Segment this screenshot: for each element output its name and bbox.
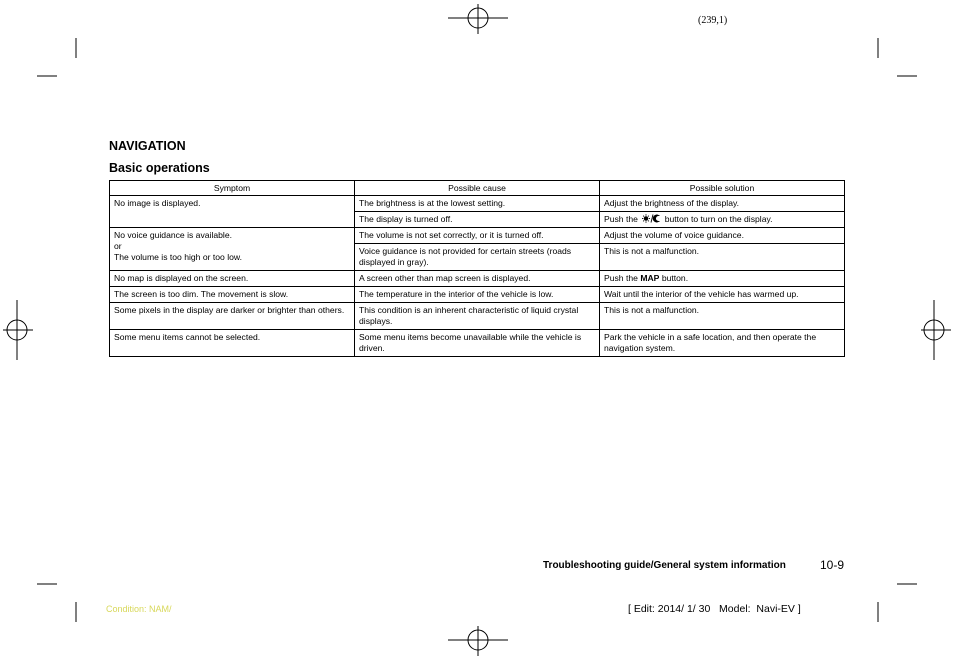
table-row (110, 303, 845, 330)
troubleshooting-table (109, 180, 845, 357)
solution-text-pre: Push the (604, 214, 638, 224)
cause-cell: The temperature in the interior of the vehicle is low. (355, 287, 600, 303)
solution-cell: This is not a malfunction. (600, 303, 845, 330)
symptom-line: or (114, 241, 122, 251)
condition-label: Condition: NAM/ (106, 604, 172, 614)
cause-cell: Voice guidance is not provided for certain streets (roads displayed in gray). (355, 244, 600, 271)
page-reference: (239,1) (698, 15, 728, 26)
table-row (110, 287, 845, 303)
solution-cell: Adjust the brightness of the display. (600, 196, 845, 212)
cause-cell: A screen other than map screen is displayed. (355, 271, 600, 287)
table-header-row (110, 181, 845, 196)
cause-cell: Some menu items become unavailable while the vehicle is driven. (355, 330, 600, 357)
solution-text-post: button to turn on the display. (664, 214, 773, 224)
cause-cell: The display is turned off. (355, 212, 600, 228)
table-row (110, 196, 845, 212)
cause-cell: The volume is not set correctly, or it is turned off. (355, 228, 600, 244)
column-header-cause: Possible cause (355, 181, 600, 196)
table-row (110, 228, 845, 244)
map-button-label: MAP (640, 273, 660, 283)
column-header-solution: Possible solution (600, 181, 845, 196)
symptom-cell: Some pixels in the display are darker or brighter than others. (110, 303, 355, 330)
solution-cell: This is not a malfunction. (600, 244, 845, 271)
day-night-icon (642, 214, 660, 223)
symptom-line: No voice guidance is available. (114, 230, 232, 240)
page-number: 10-9 (820, 558, 845, 572)
edit-info: [ Edit: 2014/ 1/ 30 Model: Navi-EV ] (628, 603, 801, 615)
symptom-cell: The screen is too dim. The movement is slow. (110, 287, 355, 303)
cause-cell: This condition is an inherent characteristic of liquid crystal displays. (355, 303, 600, 330)
solution-cell: Wait until the interior of the vehicle has warmed up. (600, 287, 845, 303)
symptom-cell (110, 228, 355, 271)
solution-cell (600, 271, 845, 287)
solution-cell: Adjust the volume of voice guidance. (600, 228, 845, 244)
solution-text-pre: Push the (604, 273, 638, 283)
solution-cell: Park the vehicle in a safe location, and then operate the navigation system. (600, 330, 845, 357)
column-header-symptom: Symptom (110, 181, 355, 196)
footer-section-title: Troubleshooting guide/General system information (543, 560, 786, 571)
solution-cell (600, 212, 845, 228)
section-subtitle: Basic operations (109, 161, 210, 175)
table-row (110, 271, 845, 287)
symptom-line: The volume is too high or too low. (114, 252, 243, 262)
section-title: NAVIGATION (109, 139, 186, 153)
symptom-cell: No map is displayed on the screen. (110, 271, 355, 287)
table-row (110, 330, 845, 357)
cause-cell: The brightness is at the lowest setting. (355, 196, 600, 212)
symptom-cell: Some menu items cannot be selected. (110, 330, 355, 357)
symptom-cell: No image is displayed. (110, 196, 355, 228)
solution-text-post: button. (661, 273, 689, 283)
